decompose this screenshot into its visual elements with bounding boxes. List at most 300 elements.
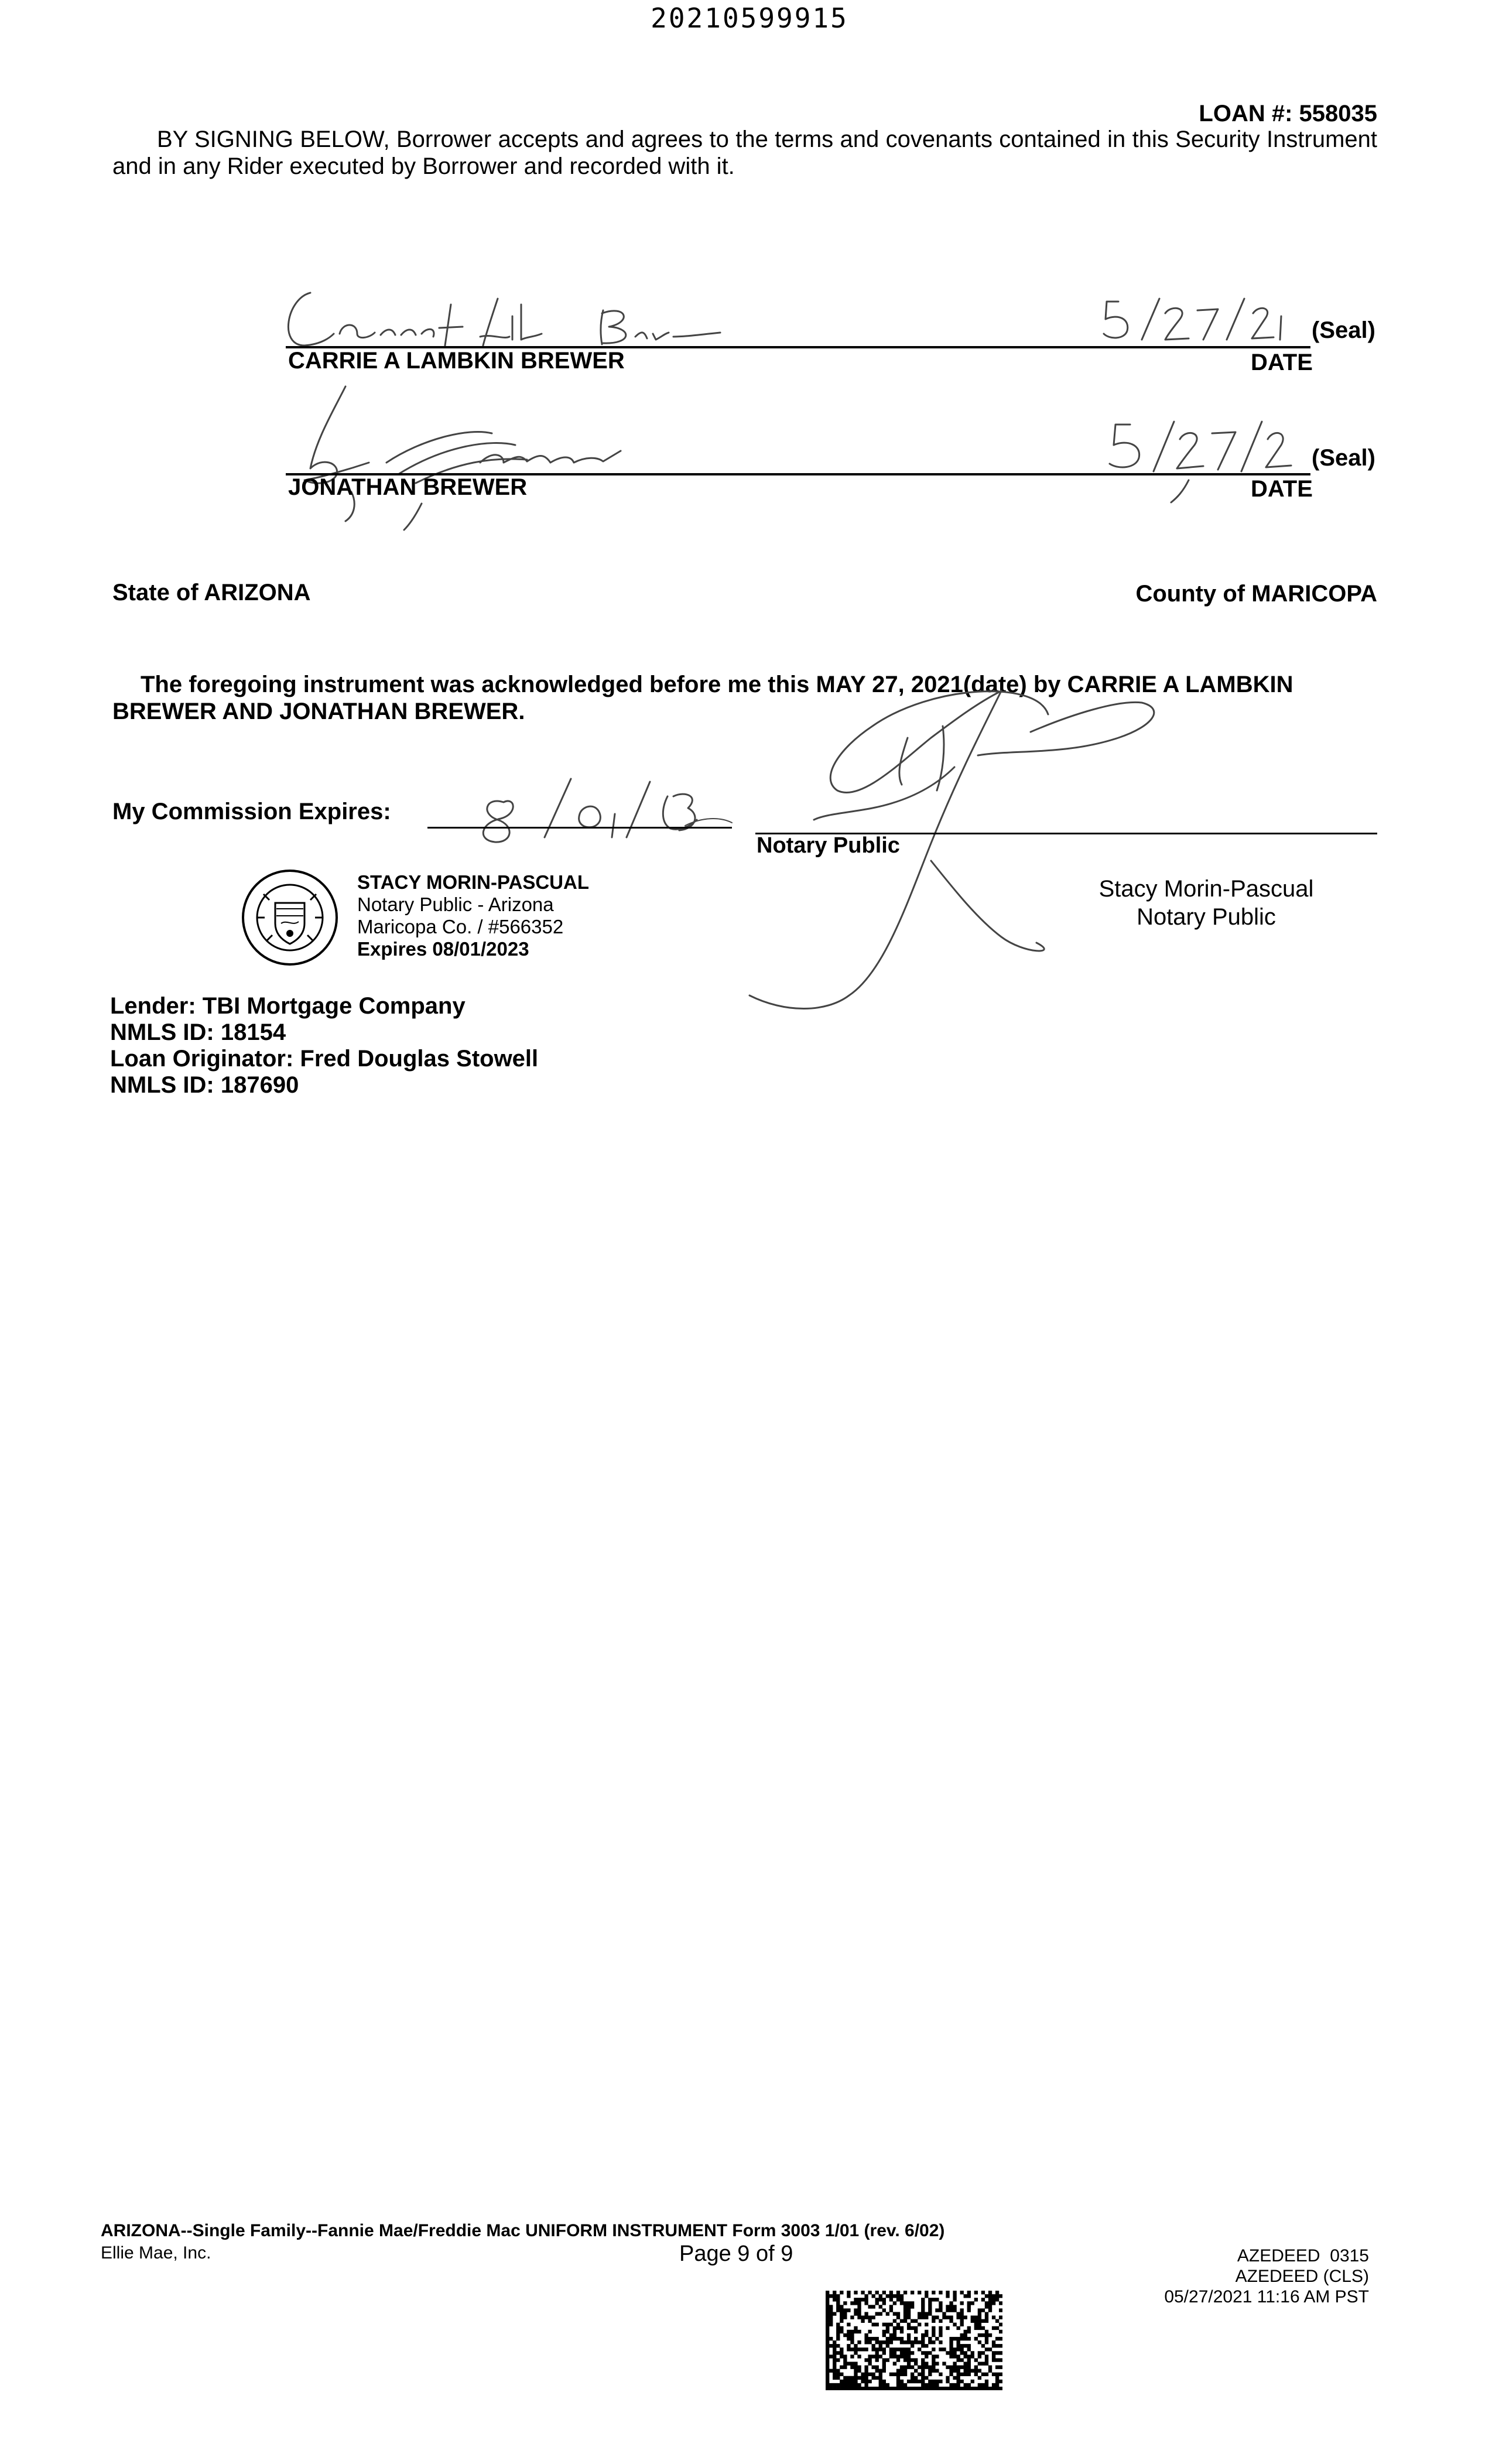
barcode-module (868, 2362, 871, 2365)
barcode-module (935, 2337, 939, 2340)
barcode-module (992, 2355, 995, 2358)
barcode-module (861, 2347, 864, 2351)
barcode-module (833, 2383, 836, 2387)
barcode-module (829, 2294, 833, 2298)
barcode-module (889, 2351, 893, 2355)
barcode-module (896, 2291, 900, 2294)
barcode-module (843, 2387, 847, 2390)
barcode-module (949, 2340, 953, 2344)
barcode-module (857, 2316, 861, 2319)
barcode-module (879, 2312, 882, 2315)
barcode-module (879, 2355, 882, 2358)
barcode-module (964, 2351, 967, 2355)
barcode-module (882, 2301, 886, 2305)
barcode-module (857, 2369, 861, 2373)
barcode-module (956, 2337, 960, 2340)
barcode-module (953, 2323, 956, 2326)
barcode-module (914, 2330, 918, 2333)
barcode-module (946, 2366, 949, 2369)
barcode-module (836, 2333, 840, 2337)
barcode-module (932, 2333, 935, 2337)
barcode-module (826, 2330, 829, 2333)
barcode-module (886, 2330, 889, 2333)
barcode-module (900, 2337, 903, 2340)
barcode-module (826, 2380, 829, 2383)
barcode-module (900, 2330, 903, 2333)
notary-signature (627, 668, 1241, 1066)
barcode-module (900, 2351, 903, 2355)
barcode-module (826, 2312, 829, 2315)
barcode-module (925, 2366, 928, 2369)
barcode-module (826, 2308, 829, 2312)
barcode-module (985, 2337, 988, 2340)
barcode-module (978, 2383, 981, 2387)
loan-label: LOAN #: (1199, 101, 1293, 126)
barcode-module (847, 2333, 850, 2337)
barcode-module (935, 2383, 939, 2387)
barcode-module (843, 2312, 847, 2315)
barcode-module (857, 2366, 861, 2369)
barcode-module (840, 2347, 843, 2351)
barcode-module (833, 2340, 836, 2344)
barcode-module (826, 2305, 829, 2308)
barcode-module (964, 2294, 967, 2298)
barcode-module (967, 2330, 971, 2333)
barcode-module (879, 2344, 882, 2347)
barcode-module (921, 2380, 925, 2383)
barcode-module (925, 2355, 928, 2358)
footer-form-title: ARIZONA--Single Family--Fannie Mae/Freddie Mac UNIFORM INSTRUMENT Form 3003 1/01 (rev. 6/02) (101, 2221, 945, 2240)
barcode-module (974, 2358, 978, 2362)
barcode-module (995, 2326, 999, 2330)
barcode-module (826, 2333, 829, 2337)
county-label: County of MARICOPA (1135, 581, 1377, 607)
barcode-module (921, 2312, 925, 2315)
barcode-module (985, 2333, 988, 2337)
barcode-module (872, 2347, 875, 2351)
barcode-module (985, 2362, 988, 2365)
barcode-module (928, 2383, 932, 2387)
barcode-module (868, 2337, 871, 2340)
barcode-module (964, 2344, 967, 2347)
barcode-module (974, 2323, 978, 2326)
barcode-module (900, 2355, 903, 2358)
originator-nmls: NMLS ID: 187690 (110, 1072, 299, 1098)
barcode-module (840, 2373, 843, 2376)
barcode-module (985, 2319, 988, 2323)
barcode-module (935, 2298, 939, 2301)
barcode-module (833, 2358, 836, 2362)
barcode-module (896, 2373, 900, 2376)
barcode-module (971, 2387, 974, 2390)
barcode-module (953, 2294, 956, 2298)
barcode-module (882, 2383, 886, 2387)
barcode-module (956, 2344, 960, 2347)
notary-public-label: Notary Public (757, 833, 900, 858)
barcode-module (864, 2366, 868, 2369)
barcode-module (914, 2369, 918, 2373)
barcode-module (886, 2326, 889, 2330)
barcode-module (850, 2316, 854, 2319)
barcode-module (960, 2308, 964, 2312)
barcode-module (893, 2326, 896, 2330)
barcode-module (935, 2369, 939, 2373)
barcode-module (907, 2347, 911, 2351)
barcode-module (953, 2308, 956, 2312)
barcode-module (981, 2291, 985, 2294)
barcode-module (889, 2323, 893, 2326)
barcode-module (840, 2312, 843, 2315)
barcode-module (978, 2376, 981, 2380)
footer-page-number: Page 9 of 9 (679, 2241, 793, 2266)
barcode-module (999, 2330, 1002, 2333)
barcode-module (992, 2387, 995, 2390)
barcode-module (882, 2330, 886, 2333)
barcode-module (964, 2355, 967, 2358)
barcode-module (942, 2312, 946, 2315)
barcode-module (985, 2340, 988, 2344)
barcode-module (840, 2355, 843, 2358)
barcode-module (893, 2387, 896, 2390)
barcode-module (949, 2347, 953, 2351)
barcode-module (843, 2333, 847, 2337)
barcode-module (889, 2340, 893, 2344)
barcode-module (967, 2355, 971, 2358)
barcode-module (840, 2316, 843, 2319)
barcode-module (911, 2301, 914, 2305)
barcode-module (826, 2369, 829, 2373)
barcode-module (854, 2312, 857, 2315)
barcode-module (840, 2380, 843, 2383)
barcode-module (854, 2301, 857, 2305)
barcode-module (921, 2376, 925, 2380)
barcode-module (836, 2351, 840, 2355)
barcode-module (864, 2301, 868, 2305)
barcode-module (847, 2294, 850, 2298)
acknowledgment-body: The foregoing instrument was acknowledged before me this MAY 27, 2021(date) by CARRIE A LAMBKIN BREWER AND JONATHAN BREWER. (112, 672, 1293, 724)
barcode-module (978, 2387, 981, 2390)
barcode-module (974, 2316, 978, 2319)
barcode-module (935, 2308, 939, 2312)
barcode-module (949, 2383, 953, 2387)
barcode-module (988, 2294, 992, 2298)
barcode-module (843, 2301, 847, 2305)
barcode-module (921, 2308, 925, 2312)
barcode-module (949, 2355, 953, 2358)
barcode-module (903, 2291, 907, 2294)
barcode-module (833, 2362, 836, 2365)
barcode-module (882, 2358, 886, 2362)
barcode-module (868, 2358, 871, 2362)
barcode-module (974, 2326, 978, 2330)
barcode-module (826, 2351, 829, 2355)
barcode-module (999, 2373, 1002, 2376)
barcode-module (956, 2355, 960, 2358)
barcode-module (911, 2373, 914, 2376)
barcode-module (882, 2323, 886, 2326)
barcode-module (829, 2383, 833, 2387)
barcode-module (896, 2298, 900, 2301)
barcode-module (875, 2369, 879, 2373)
barcode-module (889, 2355, 893, 2358)
barcode-module (864, 2369, 868, 2373)
barcode-module (956, 2326, 960, 2330)
barcode-module (854, 2369, 857, 2373)
barcode-module (864, 2333, 868, 2337)
barcode-module (999, 2301, 1002, 2305)
barcode-module (826, 2387, 829, 2390)
barcode-module (946, 2305, 949, 2308)
barcode-module (971, 2301, 974, 2305)
barcode-module (918, 2347, 921, 2351)
barcode-module (889, 2337, 893, 2340)
barcode-module (921, 2366, 925, 2369)
barcode-module (826, 2319, 829, 2323)
barcode-module (847, 2362, 850, 2365)
barcode-module (928, 2380, 932, 2383)
barcode-module (967, 2383, 971, 2387)
barcode-module (857, 2347, 861, 2351)
barcode-module (992, 2298, 995, 2301)
barcode-module (992, 2351, 995, 2355)
barcode-module (971, 2369, 974, 2373)
barcode-module (861, 2380, 864, 2383)
barcode-module (857, 2355, 861, 2358)
barcode-module (911, 2340, 914, 2344)
barcode-module (833, 2373, 836, 2376)
barcode-module (953, 2347, 956, 2351)
barcode-module (925, 2294, 928, 2298)
barcode-module (868, 2291, 871, 2294)
barcode-module (903, 2366, 907, 2369)
barcode-module (932, 2319, 935, 2323)
barcode-module (992, 2340, 995, 2344)
barcode-module (960, 2316, 964, 2319)
barcode-module (928, 2351, 932, 2355)
barcode-module (925, 2316, 928, 2319)
barcode-module (946, 2387, 949, 2390)
barcode-module (875, 2347, 879, 2351)
barcode-module (826, 2362, 829, 2365)
borrower-2-signature (269, 375, 714, 533)
barcode-module (960, 2323, 964, 2326)
barcode-module (847, 2323, 850, 2326)
commission-expires-label: My Commission Expires: (112, 799, 391, 824)
lender-nmls: NMLS ID: 18154 (110, 1019, 286, 1045)
barcode-module (939, 2326, 942, 2330)
barcode-module (953, 2387, 956, 2390)
barcode-module (875, 2358, 879, 2362)
barcode-module (925, 2383, 928, 2387)
barcode-module (875, 2301, 879, 2305)
barcode-module (939, 2308, 942, 2312)
barcode-module (971, 2380, 974, 2383)
barcode-module (978, 2308, 981, 2312)
barcode-module (999, 2387, 1002, 2390)
barcode-module (900, 2298, 903, 2301)
barcode-module (935, 2355, 939, 2358)
barcode-module (903, 2308, 907, 2312)
barcode-module (879, 2387, 882, 2390)
barcode-module (840, 2291, 843, 2294)
barcode-module (854, 2291, 857, 2294)
barcode-module (939, 2373, 942, 2376)
barcode-module (903, 2358, 907, 2362)
barcode-module (967, 2358, 971, 2362)
barcode-module (829, 2323, 833, 2326)
barcode-module (829, 2312, 833, 2315)
notary-stamp (234, 849, 609, 978)
barcode-module (911, 2326, 914, 2330)
barcode-module (847, 2387, 850, 2390)
barcode-module (921, 2358, 925, 2362)
barcode-module (829, 2308, 833, 2312)
barcode-module (886, 2312, 889, 2315)
barcode-module (826, 2344, 829, 2347)
barcode-module (949, 2308, 953, 2312)
barcode-module (857, 2376, 861, 2380)
barcode-module (879, 2305, 882, 2308)
barcode-module (829, 2355, 833, 2358)
barcode-module (882, 2308, 886, 2312)
barcode-module (833, 2366, 836, 2369)
barcode-module (956, 2347, 960, 2351)
barcode-module (907, 2380, 911, 2383)
barcode-module (893, 2301, 896, 2305)
barcode-module (928, 2308, 932, 2312)
barcode-module (918, 2316, 921, 2319)
barcode-module (949, 2316, 953, 2319)
barcode-module (981, 2373, 985, 2376)
footer-timestamp: 05/27/2021 11:16 AM PST (1164, 2287, 1369, 2306)
barcode-module (836, 2326, 840, 2330)
lender-name: Lender: TBI Mortgage Company (110, 993, 466, 1019)
barcode-module (882, 2380, 886, 2383)
barcode-module (886, 2358, 889, 2362)
barcode-module (840, 2330, 843, 2333)
barcode-module (946, 2294, 949, 2298)
barcode-module (864, 2316, 868, 2319)
barcode-module (829, 2344, 833, 2347)
barcode-module (967, 2369, 971, 2373)
barcode-module (985, 2380, 988, 2383)
notary-stamp-commission: Maricopa Co. / #566352 (357, 916, 564, 937)
barcode-module (964, 2373, 967, 2376)
notary-stamp-title: Notary Public - Arizona (357, 894, 554, 915)
barcode-module (999, 2337, 1002, 2340)
barcode-module (907, 2337, 911, 2340)
barcode-module (992, 2301, 995, 2305)
barcode-module (992, 2316, 995, 2319)
barcode-module (992, 2344, 995, 2347)
barcode-module (960, 2387, 964, 2390)
barcode-module (840, 2366, 843, 2369)
barcode-module (843, 2376, 847, 2380)
barcode-module (836, 2294, 840, 2298)
barcode-module (918, 2312, 921, 2315)
barcode-module (964, 2333, 967, 2337)
barcode-module (939, 2380, 942, 2383)
barcode-module (985, 2358, 988, 2362)
barcode-module (914, 2326, 918, 2330)
barcode-module (988, 2333, 992, 2337)
barcode-module (893, 2362, 896, 2365)
notary-stamp-text (357, 871, 589, 960)
barcode-module (893, 2294, 896, 2298)
barcode-module (826, 2355, 829, 2358)
barcode-module (854, 2380, 857, 2383)
barcode-module (882, 2387, 886, 2390)
barcode-module (960, 2344, 964, 2347)
barcode-module (854, 2362, 857, 2365)
barcode-module (854, 2344, 857, 2347)
barcode-module (886, 2340, 889, 2344)
signing-statement (112, 126, 1377, 180)
barcode-module (953, 2369, 956, 2373)
barcode-module (864, 2376, 868, 2380)
barcode-module (896, 2369, 900, 2373)
barcode-module (921, 2387, 925, 2390)
barcode-module (854, 2366, 857, 2369)
barcode-module (918, 2340, 921, 2344)
barcode-module (932, 2347, 935, 2351)
barcode-module (935, 2380, 939, 2383)
barcode-module (918, 2373, 921, 2376)
barcode-module (949, 2305, 953, 2308)
barcode-module (956, 2387, 960, 2390)
barcode-module (903, 2369, 907, 2373)
barcode-module (836, 2298, 840, 2301)
barcode-module (882, 2362, 886, 2365)
barcode-module (833, 2294, 836, 2298)
barcode-module (900, 2340, 903, 2344)
barcode-module (868, 2387, 871, 2390)
barcode-module (826, 2326, 829, 2330)
barcode-module (967, 2344, 971, 2347)
barcode-module (995, 2358, 999, 2362)
barcode-module (903, 2387, 907, 2390)
barcode-module (826, 2298, 829, 2301)
barcode-module (875, 2323, 879, 2326)
barcode-module (960, 2312, 964, 2315)
barcode-module (882, 2298, 886, 2301)
barcode-module (875, 2387, 879, 2390)
barcode-module (985, 2383, 988, 2387)
notary-printed-title: Notary Public (1137, 904, 1276, 930)
barcode-module (995, 2351, 999, 2355)
barcode-module (956, 2358, 960, 2362)
barcode-module (999, 2344, 1002, 2347)
barcode-module (854, 2347, 857, 2351)
barcode-module (836, 2330, 840, 2333)
barcode-module (939, 2291, 942, 2294)
barcode-module (903, 2312, 907, 2315)
barcode-module (918, 2366, 921, 2369)
barcode-module (893, 2373, 896, 2376)
barcode-module (872, 2316, 875, 2319)
barcode-module (879, 2294, 882, 2298)
barcode-module (889, 2347, 893, 2351)
barcode-module (911, 2319, 914, 2323)
barcode-module (981, 2387, 985, 2390)
barcode-module (868, 2316, 871, 2319)
barcode-module (956, 2316, 960, 2319)
barcode-module (925, 2376, 928, 2380)
barcode-module (946, 2316, 949, 2319)
barcode-module (942, 2316, 946, 2319)
barcode-module (932, 2387, 935, 2390)
barcode-module (868, 2330, 871, 2333)
